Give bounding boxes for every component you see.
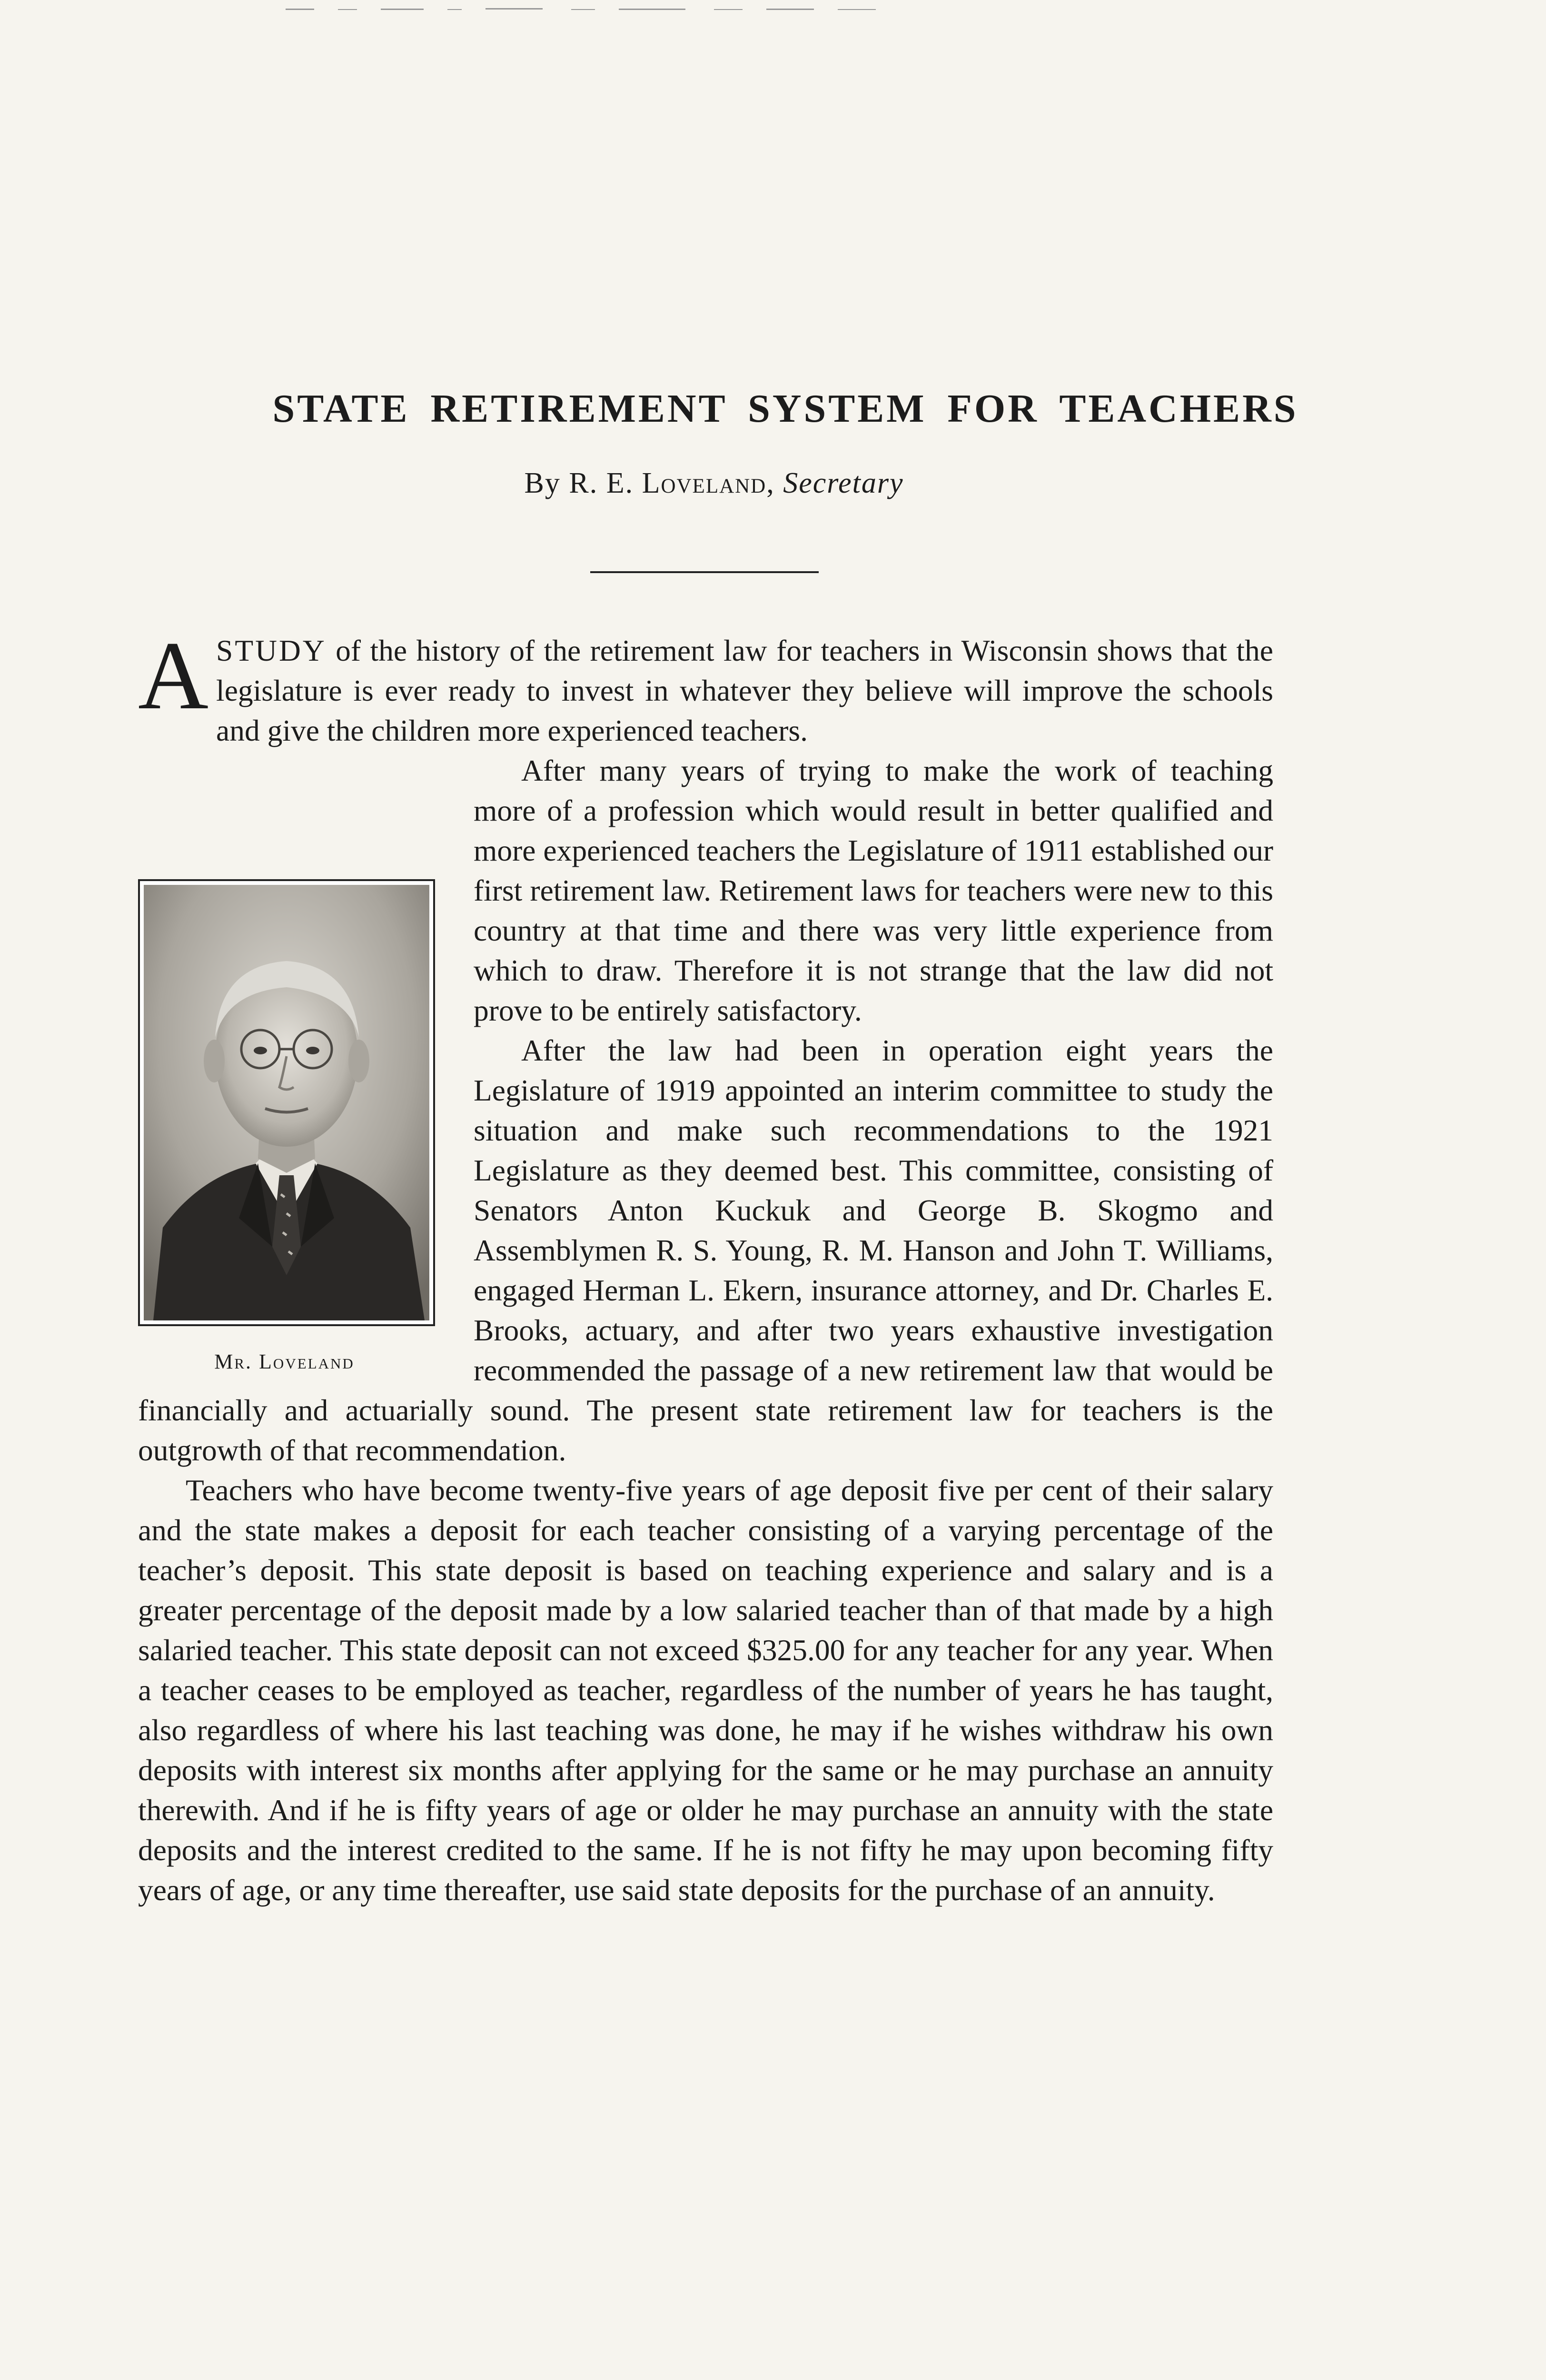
- portrait-photo: [138, 879, 435, 1326]
- byline-role: Secretary: [783, 467, 904, 499]
- paragraph-2: After many years of trying to make the work of teaching more of a profession which would result in better qualified and more experienced teachers the Legislature of 1911 established our first retirement law. Retirement laws for teachers were new to this country at that time and there was very little experience from which to draw. Therefore it is not strange that the law did not prove to be entirely satisfactory.: [474, 754, 1273, 1027]
- portrait-caption: Mr. Loveland: [214, 1350, 355, 1373]
- drop-cap: A: [138, 622, 209, 730]
- lead-word: STUDY: [216, 634, 327, 667]
- paragraph-3: After the law had been in operation eight years the Legislature of 1919 appointed an interim committee to study the situation and make such recommendations to the 1921 Legislature as they deemed best. This committee, consisting of Senators Anton Kuckuk and George B. Skogmo and Assemblymen R. S. Young, R. M. Hanson and John T. Williams, engaged Herman L. Ekern, insurance attorney, and Dr. Charles E. Brooks, actuary, and after two years exhaustive investigation recommended the passage of a new retirement law that would be financially and actuarially sound. The present state retirement law for teachers is the outgrowth of that recommendation.: [138, 1033, 1273, 1467]
- byline-author: R. E. Loveland: [569, 467, 767, 499]
- paragraph-4: Teachers who have become twenty-five years of age deposit five per cent of their salary and the state makes a deposit for each teacher consisting of a varying percentage of the teacher’s deposit. This state deposit is based on teaching experience and salary and is a greater percentage of the deposit made by a low salaried teacher than of that made by a high salaried teacher. This state deposit can not exceed $325.00 for any teacher for any year. When a teacher ceases to be employed as teacher, regardless of the number of years he has taught, also regardless of where his last teaching was done, he may if he wishes withdraw his own deposits with interest six months after applying for the same or he may purchase an annuity therewith. And if he is fifty years of age or older he may purchase an annuity with the state deposits and the interest credited to the same. If he is not fifty he may upon becoming fifty years of age, or any time thereafter, use said state deposits for the purchase of an annuity.: [138, 1473, 1273, 1907]
- article-title: STATE RETIREMENT SYSTEM FOR TEACHERS: [272, 387, 1298, 431]
- scan-artifact-marks: [286, 5, 952, 14]
- article-byline: By R. E. Loveland, Secretary: [524, 467, 904, 499]
- byline-by: By: [524, 467, 561, 499]
- portrait-figure: [138, 879, 431, 1374]
- title-divider: [590, 571, 819, 573]
- paragraph-1: [138, 622, 1273, 751]
- paragraph-1-text: of the history of the retirement law for teachers in Wisconsin shows that the legislature is ever ready to invest in whatever they believe will improve the schools and give the children more experienced teachers.: [216, 634, 1273, 747]
- article-body: [138, 622, 1273, 1910]
